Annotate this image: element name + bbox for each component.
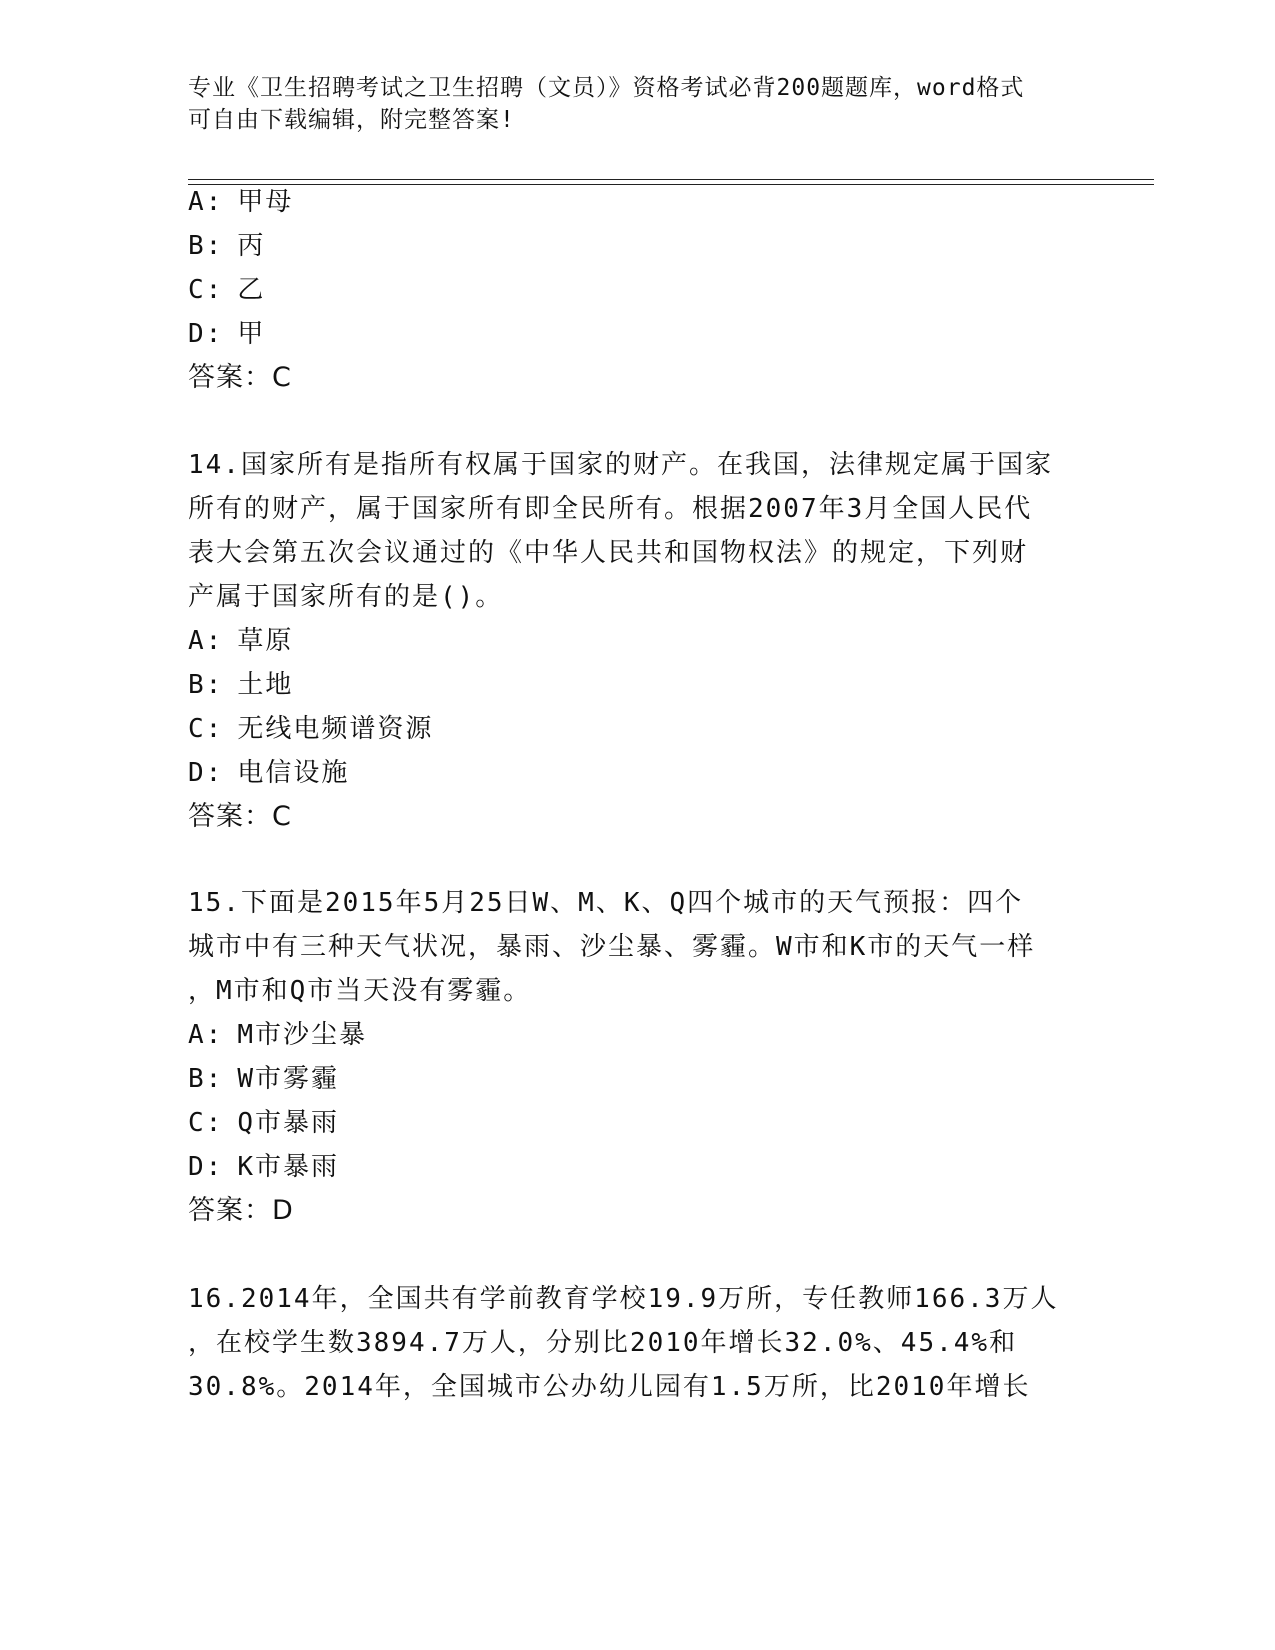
option-text: 无线电频谱资源 <box>237 714 434 744</box>
q15-stem-line-1: 15.下面是2015年5月25日W、M、K、Q四个城市的天气预报：四个 <box>188 888 1024 918</box>
option-text: M市沙尘暴 <box>237 1020 367 1050</box>
q15-option-b <box>188 1064 339 1094</box>
option-text: 电信设施 <box>237 758 350 788</box>
option-letter: A: <box>188 187 224 217</box>
q16-stem-line-3: 30.8%。2014年，全国城市公办幼儿园有1.5万所，比2010年增长 <box>188 1372 1031 1402</box>
q15-option-a <box>188 1020 367 1050</box>
q14-answer: 答案：C <box>188 801 292 832</box>
q14-option-b <box>188 670 293 700</box>
option-letter: C: <box>188 275 224 305</box>
q13-option-a <box>188 187 293 217</box>
option-letter: B: <box>188 231 224 261</box>
option-letter: A: <box>188 1020 224 1050</box>
q14-option-c <box>188 714 433 744</box>
q14-option-a <box>188 626 293 656</box>
q15-option-d <box>188 1152 339 1182</box>
option-text: 草原 <box>237 626 294 656</box>
option-text: 丙 <box>237 231 266 261</box>
q14-stem-line-4: 产属于国家所有的是()。 <box>188 582 504 612</box>
q13-option-b <box>188 231 265 261</box>
q14-stem-line-2: 所有的财产，属于国家所有即全民所有。根据2007年3月全国人民代 <box>188 494 1033 524</box>
q15-answer: 答案：D <box>188 1195 294 1226</box>
q15-stem-line-3: ，M市和Q市当天没有雾霾。 <box>188 976 532 1006</box>
option-text: 甲 <box>237 319 266 349</box>
option-letter: B: <box>188 670 224 700</box>
header-rule-top <box>188 179 1154 180</box>
q13-answer: 答案：C <box>188 362 292 393</box>
option-letter: D: <box>188 758 224 788</box>
q16-stem-line-2: ，在校学生数3894.7万人，分别比2010年增长32.0%、45.4%和 <box>188 1328 1018 1358</box>
q14-stem-line-3: 表大会第五次会议通过的《中华人民共和国物权法》的规定，下列财 <box>188 538 1029 568</box>
header-line-2: 可自由下载编辑，附完整答案! <box>188 107 515 133</box>
option-letter: B: <box>188 1064 224 1094</box>
document-header <box>188 72 1068 136</box>
option-letter: D: <box>188 1152 224 1182</box>
option-text: W市雾霾 <box>237 1064 339 1094</box>
header-line-1: 专业《卫生招聘考试之卫生招聘（文员）》资格考试必背200题题库，word格式 <box>188 75 1025 101</box>
option-text: 土地 <box>237 670 294 700</box>
option-letter: D: <box>188 319 224 349</box>
q16-stem-line-1: 16.2014年，全国共有学前教育学校19.9万所，专任教师166.3万人 <box>188 1284 1059 1314</box>
q13-option-d <box>188 319 265 349</box>
option-letter: A: <box>188 626 224 656</box>
q13-option-c <box>188 275 265 305</box>
option-text: Q市暴雨 <box>237 1108 339 1138</box>
q15-option-c <box>188 1108 339 1138</box>
option-text: 乙 <box>237 275 266 305</box>
q14-stem-line-1: 14.国家所有是指所有权属于国家的财产。在我国，法律规定属于国家 <box>188 450 1053 480</box>
option-letter: C: <box>188 714 224 744</box>
q15-stem-line-2: 城市中有三种天气状况，暴雨、沙尘暴、雾霾。W市和K市的天气一样 <box>188 932 1036 962</box>
header-rule-bottom <box>188 184 1154 185</box>
option-letter: C: <box>188 1108 224 1138</box>
q14-option-d <box>188 758 349 788</box>
option-text: K市暴雨 <box>237 1152 339 1182</box>
option-text: 甲母 <box>237 187 294 217</box>
